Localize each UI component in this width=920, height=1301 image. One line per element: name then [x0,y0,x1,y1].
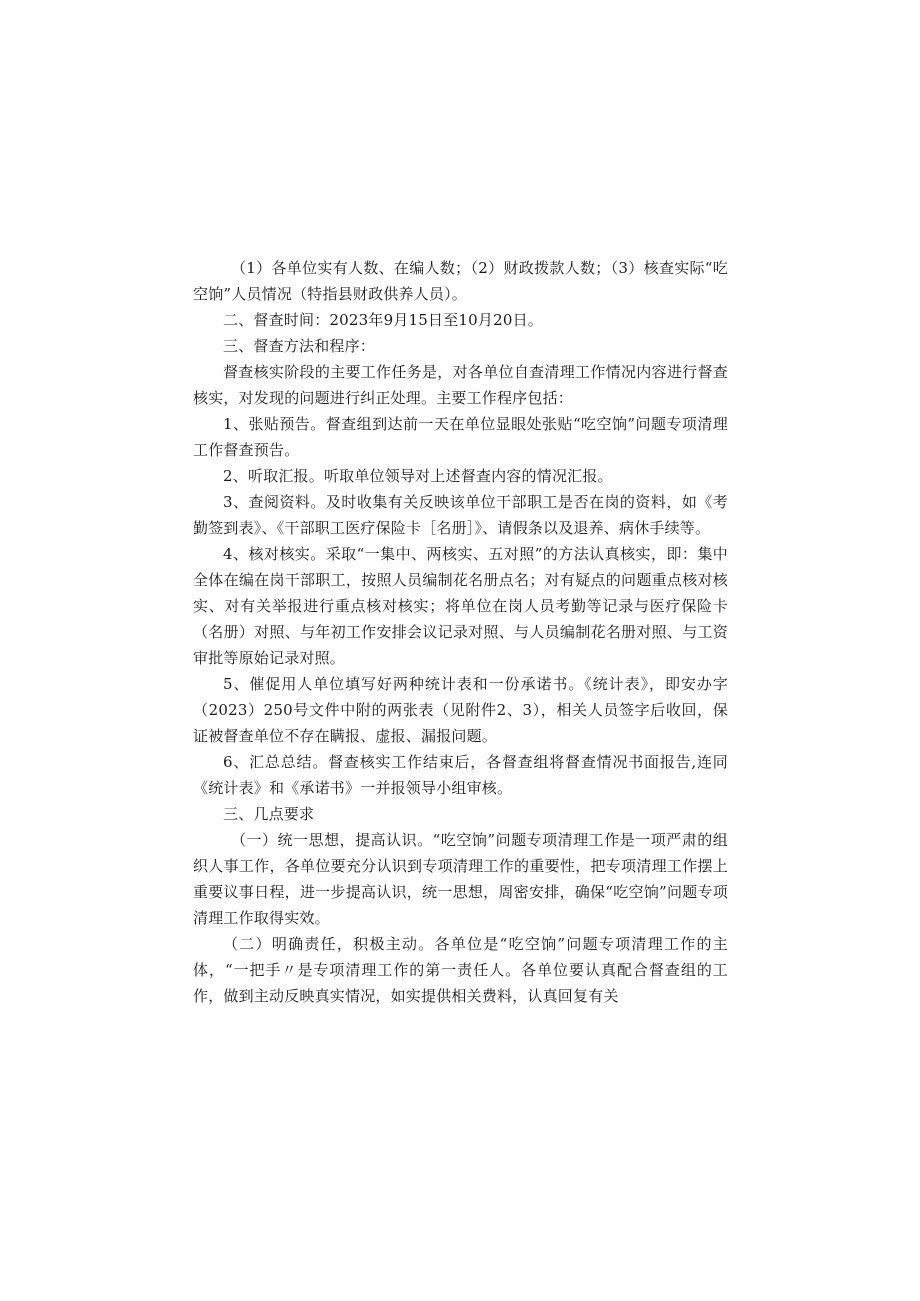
paragraph-requirement-1: （一）统一思想，提高认识。“吃空饷”问题专项清理工作是一项严肃的组织人事工作，各单位要充分认识到专项清理工作的重要性，把专项清理工作摆上重要议事日程，进一步提高认识，统一思想，周密安排，确保“吃空饷”问题专项清理工作取得实效。 [193,831,728,927]
paragraph-step-2: 2、听取汇报。听取单位领导对上述督查内容的情况汇报。 [223,467,613,485]
paragraph-step-4: 4、核对核实。采取“一集中、两核实、五对照”的方法认真核实，即：集中全体在编在岗干部职工，按照人员编制花名册点名；对有疑点的问题重点核对核实、对有关举报进行重点核对核实；将单位在岗人员考勤等记录与医疗保险卡（名册）对照、与年初工作安排会议记录对照、与人员编制花名册对照、与工资审批等原始记录对照。 [193,545,728,667]
paragraph-main-tasks: 督查核实阶段的主要工作任务是，对各单位自查清理工作情况内容进行督查核实，对发现的问题进行纠正处理。主要工作程序包括： [193,363,728,407]
paragraph-step-5: 5、催促用人单位填写好两种统计表和一份承诺书。《统计表》，即安办字（2023）250号文件中附的两张表（见附件2、3），相关人员签字后收回，保证被督查单位不存在瞒报、虚报、漏报问题。 [193,675,728,745]
paragraph-step-6: 6、汇总总结。督查核实工作结束后，各督查组将督查情况书面报告,连同《统计表》和《承诺书》一并报领导小组审核。 [193,753,728,797]
paragraph-step-1: 1、张贴预告。督查组到达前一天在单位显眼处张贴“吃空饷”问题专项清理工作督查预告。 [193,415,728,459]
paragraph-step-3: 3、查阅资料。及时收集有关反映该单位干部职工是否在岗的资料，如《考勤签到表》、《干部职工医疗保险卡［名册］》、请假条以及退养、病休手续等。 [193,493,728,537]
heading-inspection-methods: 三、督查方法和程序： [223,337,376,355]
paragraph-requirement-2: （二）明确责任，积极主动。各单位是“吃空饷”问题专项清理工作的主体，“一把手〃是专项清理工作的第一责任人。各单位要认真配合督查组的工作，做到主动反映真实情况，如实提供相关费料，认真回复有关 [193,935,728,1005]
heading-inspection-time: 二、督查时间：2023年9月15日至10月20日。 [223,311,543,329]
document-body [193,255,728,1009]
paragraph-counts: （1）各单位实有人数、在编人数；（2）财政拨款人数；（3）核查实际“吃空饷”人员情况（特指县财政供养人员）。 [193,259,728,303]
heading-requirements: 三、几点要求 [223,805,315,823]
